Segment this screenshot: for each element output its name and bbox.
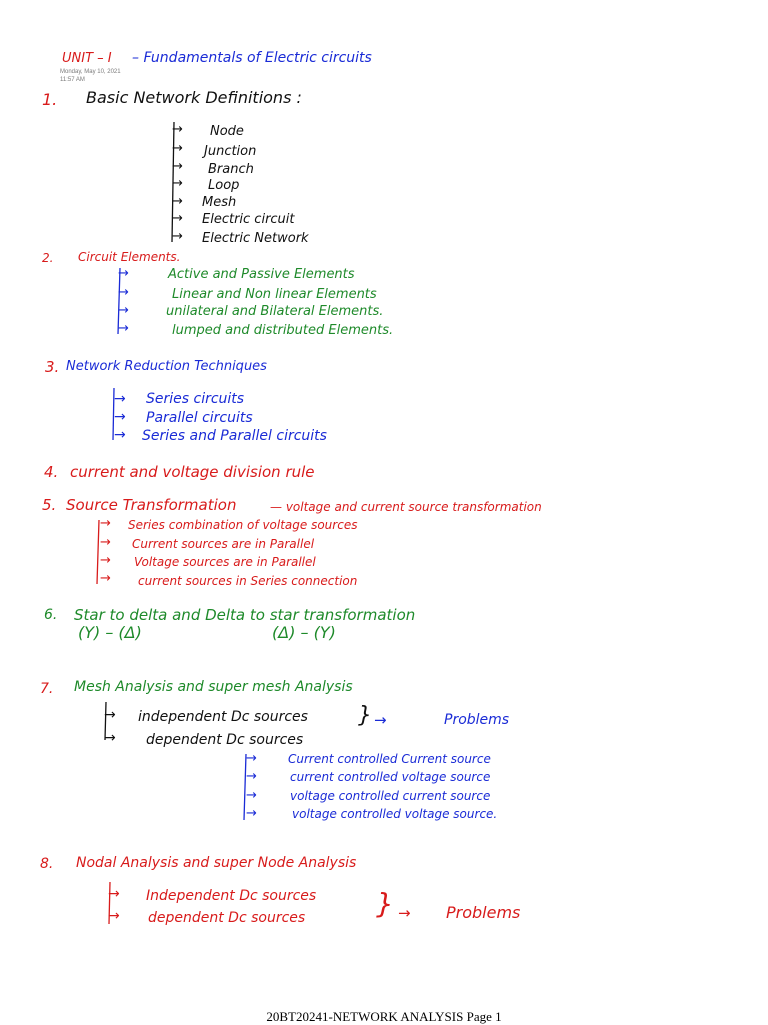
- section-3-arrow-icon: →: [114, 409, 126, 425]
- section-6-symbol-right: (Δ) – (Y): [272, 623, 336, 642]
- section-7-title: Mesh Analysis and super mesh Analysis: [74, 679, 353, 695]
- section-7-sub-item: voltage controlled current source: [290, 789, 491, 803]
- section-7-sub-arrow-icon: →: [246, 788, 257, 803]
- section-2-title: Circuit Elements.: [78, 250, 181, 264]
- section-5-item: Series combination of voltage sources: [128, 518, 358, 532]
- section-7-problems: Problems: [444, 712, 510, 728]
- section-1-arrow-icon: →: [172, 176, 183, 191]
- note-time: 11:57 AM: [60, 77, 85, 83]
- section-8-number: 8.: [40, 856, 54, 872]
- section-2-number: 2.: [42, 251, 54, 265]
- section-1-arrow-icon: →: [172, 194, 183, 209]
- section-1-arrow-icon: →: [172, 211, 183, 226]
- section-7-sub-arrow-icon: →: [246, 806, 257, 821]
- section-3-item: Series circuits: [146, 391, 245, 407]
- section-1-arrow-icon: →: [172, 122, 183, 137]
- section-5-arrow-icon: →: [100, 535, 111, 550]
- unit-title-prefix: UNIT – I: [62, 51, 112, 66]
- section-7-problems-arrow-icon: →: [374, 711, 387, 729]
- section-2-arrow-icon: →: [118, 285, 129, 300]
- section-5-item: current sources in Series connection: [138, 574, 358, 588]
- section-5-arrow-icon: →: [100, 516, 111, 531]
- section-1-arrow-icon: →: [172, 229, 183, 244]
- section-2-arrow-icon: →: [118, 266, 129, 281]
- section-7-item: independent Dc sources: [138, 709, 308, 725]
- section-3-number: 3.: [45, 358, 60, 376]
- section-3-arrow-icon: →: [114, 427, 126, 443]
- section-3-item: Series and Parallel circuits: [142, 428, 327, 444]
- section-8-problems-arrow-icon: →: [398, 904, 411, 922]
- section-4-number: 4.: [44, 463, 59, 481]
- section-5-item: Current sources are in Parallel: [132, 537, 315, 551]
- section-6-title: Star to delta and Delta to star transformation: [74, 606, 416, 624]
- section-1-number: 1.: [42, 90, 58, 109]
- section-8-title: Nodal Analysis and super Node Analysis: [76, 855, 357, 871]
- section-6-number: 6.: [44, 607, 58, 623]
- section-8-arrow-icon: →: [108, 886, 120, 902]
- section-1-item: Loop: [208, 178, 240, 193]
- section-7-arrow-icon: →: [104, 730, 116, 746]
- section-1-item: Node: [210, 124, 244, 139]
- section-3-title: Network Reduction Techniques: [66, 359, 267, 374]
- section-7-brace: }: [358, 703, 372, 728]
- section-7-item: dependent Dc sources: [146, 732, 304, 748]
- section-2-item: unilateral and Bilateral Elements.: [166, 304, 384, 319]
- section-8-problems: Problems: [446, 903, 521, 922]
- section-7-sub-item: Current controlled Current source: [288, 752, 491, 766]
- section-2-item: Linear and Non linear Elements: [172, 287, 377, 302]
- section-7-sub-arrow-icon: →: [246, 751, 257, 766]
- section-1-arrow-icon: →: [172, 141, 183, 156]
- section-6-symbol-left: (Y) – (Δ): [78, 623, 142, 642]
- section-8-brace: }: [376, 887, 394, 920]
- section-1-item: Electric Network: [202, 231, 309, 246]
- section-7-sub-arrow-icon: →: [246, 769, 257, 784]
- section-5-subtitle: — voltage and current source transformation: [270, 500, 542, 514]
- section-7-number: 7.: [40, 681, 54, 697]
- section-2-item: lumped and distributed Elements.: [172, 323, 394, 338]
- section-5-title: Source Transformation: [66, 496, 237, 514]
- section-5-arrow-icon: →: [100, 553, 111, 568]
- section-8-item: dependent Dc sources: [148, 910, 306, 926]
- unit-title: – Fundamentals of Electric circuits: [132, 50, 372, 66]
- section-2-item: Active and Passive Elements: [168, 267, 355, 282]
- section-1-title: Basic Network Definitions :: [86, 88, 302, 107]
- section-8-arrow-icon: →: [108, 908, 120, 924]
- section-5-item: Voltage sources are in Parallel: [134, 555, 316, 569]
- section-8-item: Independent Dc sources: [146, 888, 317, 904]
- section-7-arrow-icon: →: [104, 707, 116, 723]
- section-3-item: Parallel circuits: [146, 410, 253, 426]
- section-5-number: 5.: [42, 496, 57, 514]
- section-1-item: Junction: [204, 144, 257, 159]
- page-footer: 20BT20241-NETWORK ANALYSIS Page 1: [266, 1009, 502, 1024]
- section-4-title: current and voltage division rule: [70, 463, 315, 481]
- section-1-item: Mesh: [202, 195, 237, 210]
- section-7-sub-item: voltage controlled voltage source.: [292, 807, 498, 821]
- section-2-arrow-icon: →: [118, 303, 129, 318]
- section-1-item: Electric circuit: [202, 212, 295, 227]
- section-5-arrow-icon: →: [100, 571, 111, 586]
- section-3-arrow-icon: →: [114, 391, 126, 407]
- section-1-arrow-icon: →: [172, 159, 183, 174]
- note-date: Monday, May 10, 2021: [60, 69, 121, 75]
- section-7-sub-item: current controlled voltage source: [290, 770, 491, 784]
- section-2-arrow-icon: →: [118, 321, 129, 336]
- section-1-item: Branch: [208, 162, 254, 177]
